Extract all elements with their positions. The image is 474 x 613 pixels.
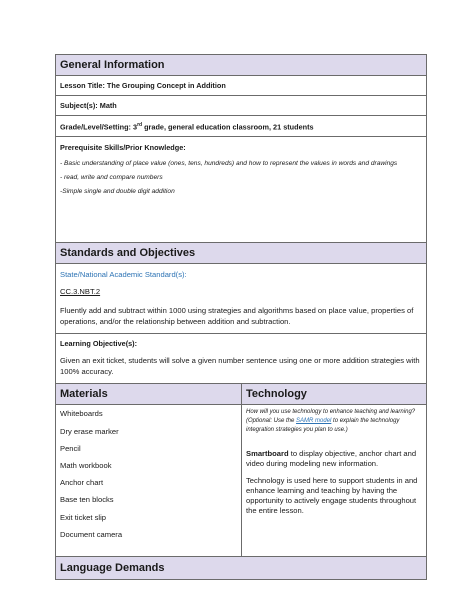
standards-label: State/National Academic Standard(s): [60,270,187,280]
general-info-heading: General Information [56,55,427,76]
materials-heading: Materials [56,384,242,405]
technology-content [242,405,427,557]
material-item: Math workbook [60,460,112,470]
technology-heading: Technology [242,384,427,405]
prereq-item: - read, write and compare numbers [60,174,163,182]
objectives-row [56,334,427,384]
lesson-plan-table [55,54,427,580]
material-item: Pencil [60,443,81,453]
materials-technology-header-row [56,384,427,405]
lesson-title-value: The Grouping Concept in Addition [106,81,226,90]
prereq-row [56,137,427,243]
language-demands-header-row [56,557,427,580]
language-demands-heading: Language Demands [56,557,427,580]
standard-code: CC.3.NBT.2 [60,287,101,297]
material-item: Exit ticket slip [60,512,106,522]
grade-label: Grade/Level/Setting: [60,122,131,132]
prereq-item: -Simple single and double digit addition [60,188,175,196]
samr-model-link[interactable]: SAMR model [296,418,332,425]
grade-row [56,116,427,137]
grade-superscript: rd [137,122,143,128]
standards-row [56,264,427,334]
grade-number: 3 [133,122,138,132]
smartboard-paragraph: Smartboard to display objective, anchor chart and video during modeling new information. [246,449,417,469]
material-item: Dry erase marker [60,426,119,436]
technology-paragraph: Technology is used here to support students in and enhance learning and teaching by having the opportunity to actively engage students throughout the entire lesson. [246,475,418,516]
material-item: Document camera [60,529,123,539]
technology-prompt: How will you use technology to enhance teaching and learning? (Optional: Use the SAMR model to explain the technology integration strategies you plan to use.) [246,409,416,433]
grade-setting: grade, general education classroom, 21 students [144,122,314,132]
objectives-label: Learning Objective(s): [60,339,138,349]
standard-text: Fluently add and subtract within 1000 using strategies and algorithms based on place value, properties of operations, and/or the relationship between addition and subtraction. [60,306,414,327]
objectives-text: Given an exit ticket, students will solve a given number sentence using one or more addition strategies with 100% accuracy. [60,356,420,377]
materials-technology-row [56,405,427,557]
prereq-item: - Basic understanding of place value (ones, tens, hundreds) and how to represent the values in words and drawings [60,160,398,168]
subjects-label: Subject(s): [60,101,98,110]
subjects-value: Math [99,101,117,110]
subjects-row [56,96,427,116]
material-item: Base ten blocks [60,495,114,505]
standards-heading: Standards and Objectives [56,243,427,264]
lesson-plan-document [55,54,426,580]
standards-header-row [56,243,427,264]
general-info-header-row [56,55,427,76]
lesson-title-label: Lesson Title: [60,81,105,90]
materials-list [56,405,242,557]
material-item: Whiteboards [60,409,103,419]
prereq-label: Prerequisite Skills/Prior Knowledge: [60,143,186,153]
lesson-title-row [56,76,427,96]
material-item: Anchor chart [60,478,104,488]
